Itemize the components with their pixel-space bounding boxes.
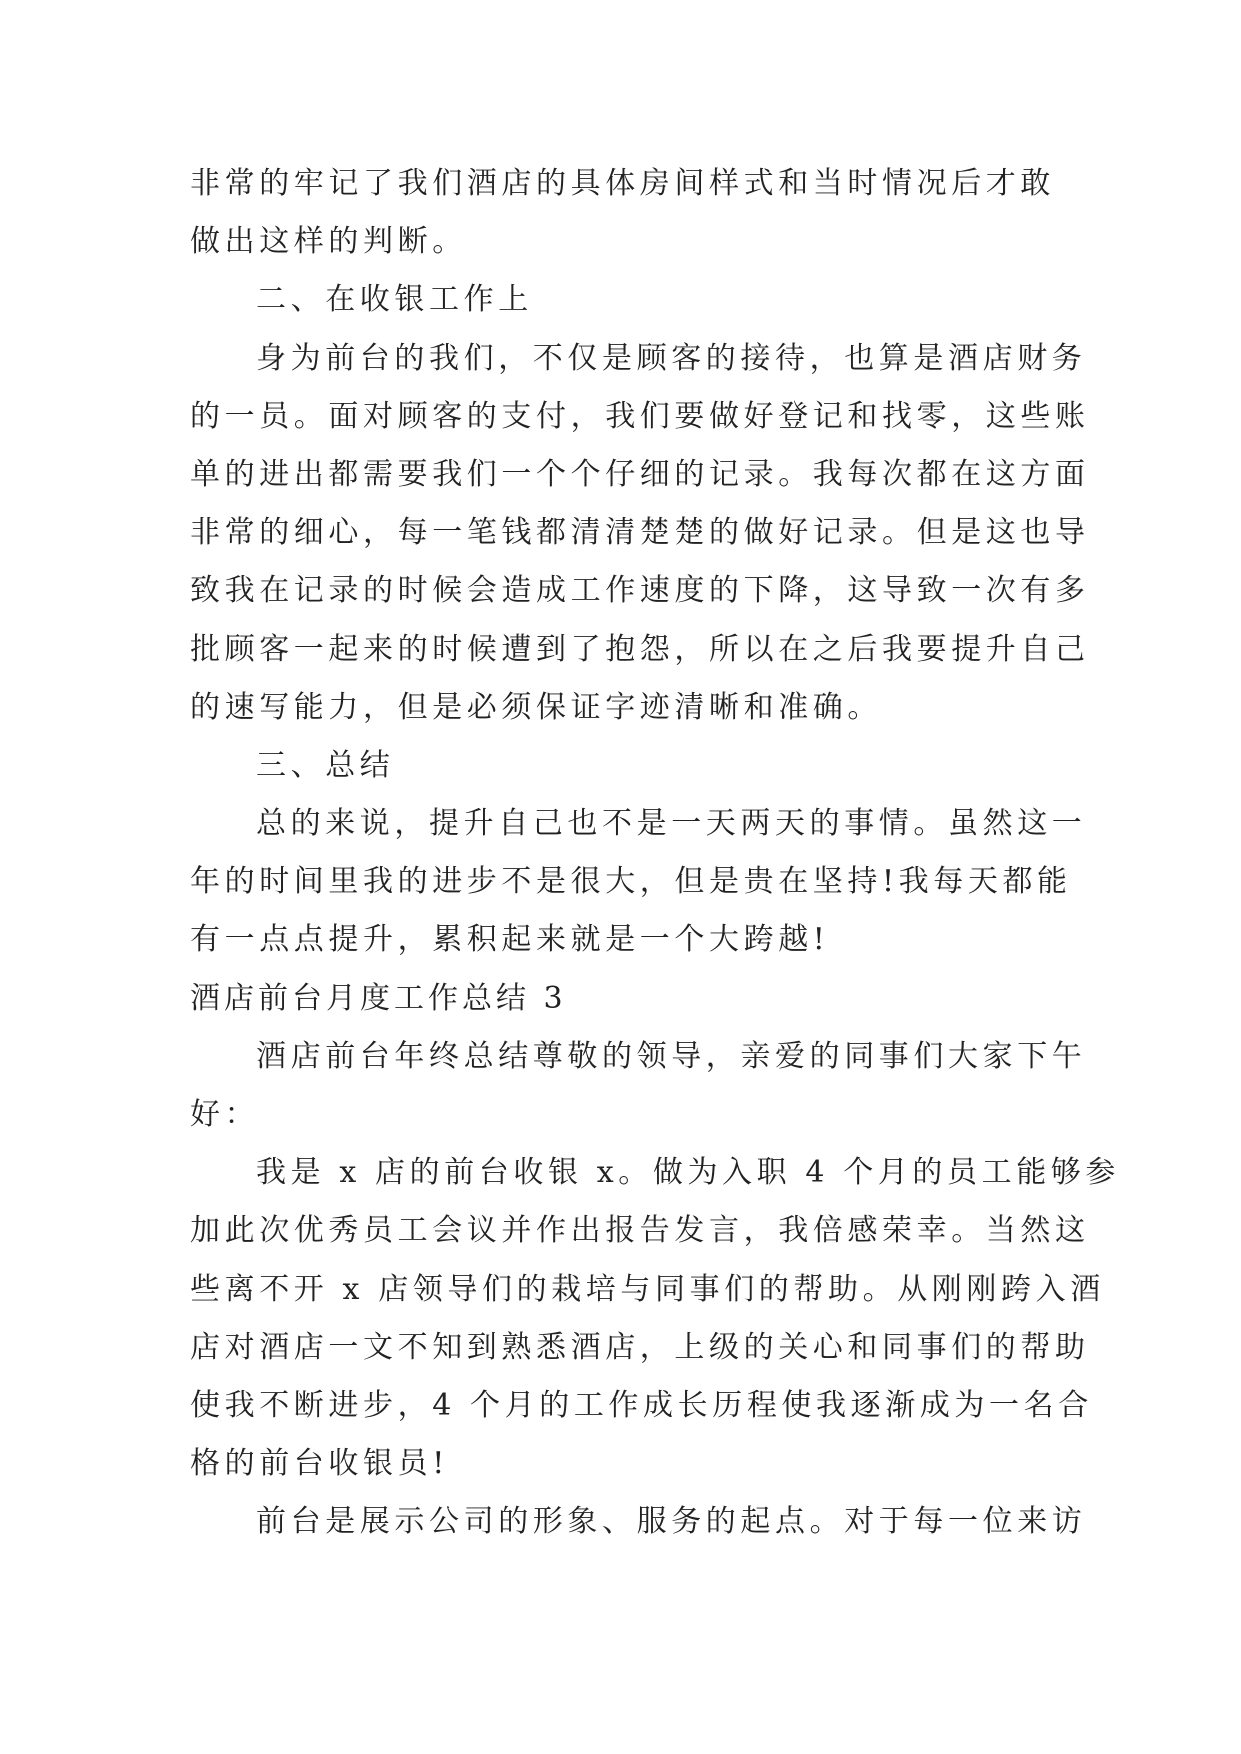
text-line: 非常的细心，每一笔钱都清清楚楚的做好记录。但是这也导 bbox=[190, 515, 1090, 551]
document-page bbox=[190, 155, 1121, 1552]
text-line: 非常的牢记了我们酒店的具体房间样式和当时情况后才敢 bbox=[190, 166, 1055, 201]
text-line: 好： bbox=[190, 1097, 260, 1132]
text-line: 的一员。面对顾客的支付，我们要做好登记和找零，这些账 bbox=[190, 398, 1090, 434]
text-line: 年的时间里我的进步不是很大，但是贵在坚持!我每天都能 bbox=[190, 864, 1072, 900]
text-line: 我是 x 店的前台收银 x。做为入职 4 个月的员工能够参 bbox=[256, 1155, 1121, 1191]
text-line: 做出这样的判断。 bbox=[190, 224, 467, 260]
text-line: 前台是展示公司的形象、服务的起点。对于每一位来访 bbox=[256, 1504, 1087, 1540]
text-line: 使我不断进步，4 个月的工作成长历程使我逐渐成为一名合 bbox=[190, 1387, 1093, 1423]
article-title: 酒店前台月度工作总结 3 bbox=[190, 980, 567, 1016]
text-line: 有一点点提升，累积起来就是一个大跨越! bbox=[190, 922, 830, 958]
text-line: 格的前台收银员! bbox=[190, 1446, 449, 1482]
text-line: 些离不开 x 店领导们的栽培与同事们的帮助。从刚刚跨入酒 bbox=[190, 1271, 1105, 1307]
text-line: 店对酒店一文不知到熟悉酒店，上级的关心和同事们的帮助 bbox=[190, 1329, 1090, 1365]
text-line: 批顾客一起来的时候遭到了抱怨，所以在之后我要提升自己 bbox=[190, 631, 1090, 667]
text-line: 总的来说，提升自己也不是一天两天的事情。虽然这一 bbox=[256, 806, 1087, 842]
text-line: 单的进出都需要我们一个个仔细的记录。我每次都在这方面 bbox=[190, 456, 1090, 492]
text-line: 的速写能力，但是必须保证字迹清晰和准确。 bbox=[190, 689, 882, 725]
text-line: 加此次优秀员工会议并作出报告发言，我倍感荣幸。当然这 bbox=[190, 1213, 1090, 1249]
text-line: 酒店前台年终总结尊敬的领导，亲爱的同事们大家下午 bbox=[256, 1038, 1087, 1074]
section-heading: 三、总结 bbox=[256, 747, 395, 783]
section-heading: 二、在收银工作上 bbox=[256, 282, 533, 318]
text-line: 身为前台的我们，不仅是顾客的接待，也算是酒店财务 bbox=[256, 340, 1087, 376]
text-line: 致我在记录的时候会造成工作速度的下降，这导致一次有多 bbox=[190, 573, 1090, 609]
